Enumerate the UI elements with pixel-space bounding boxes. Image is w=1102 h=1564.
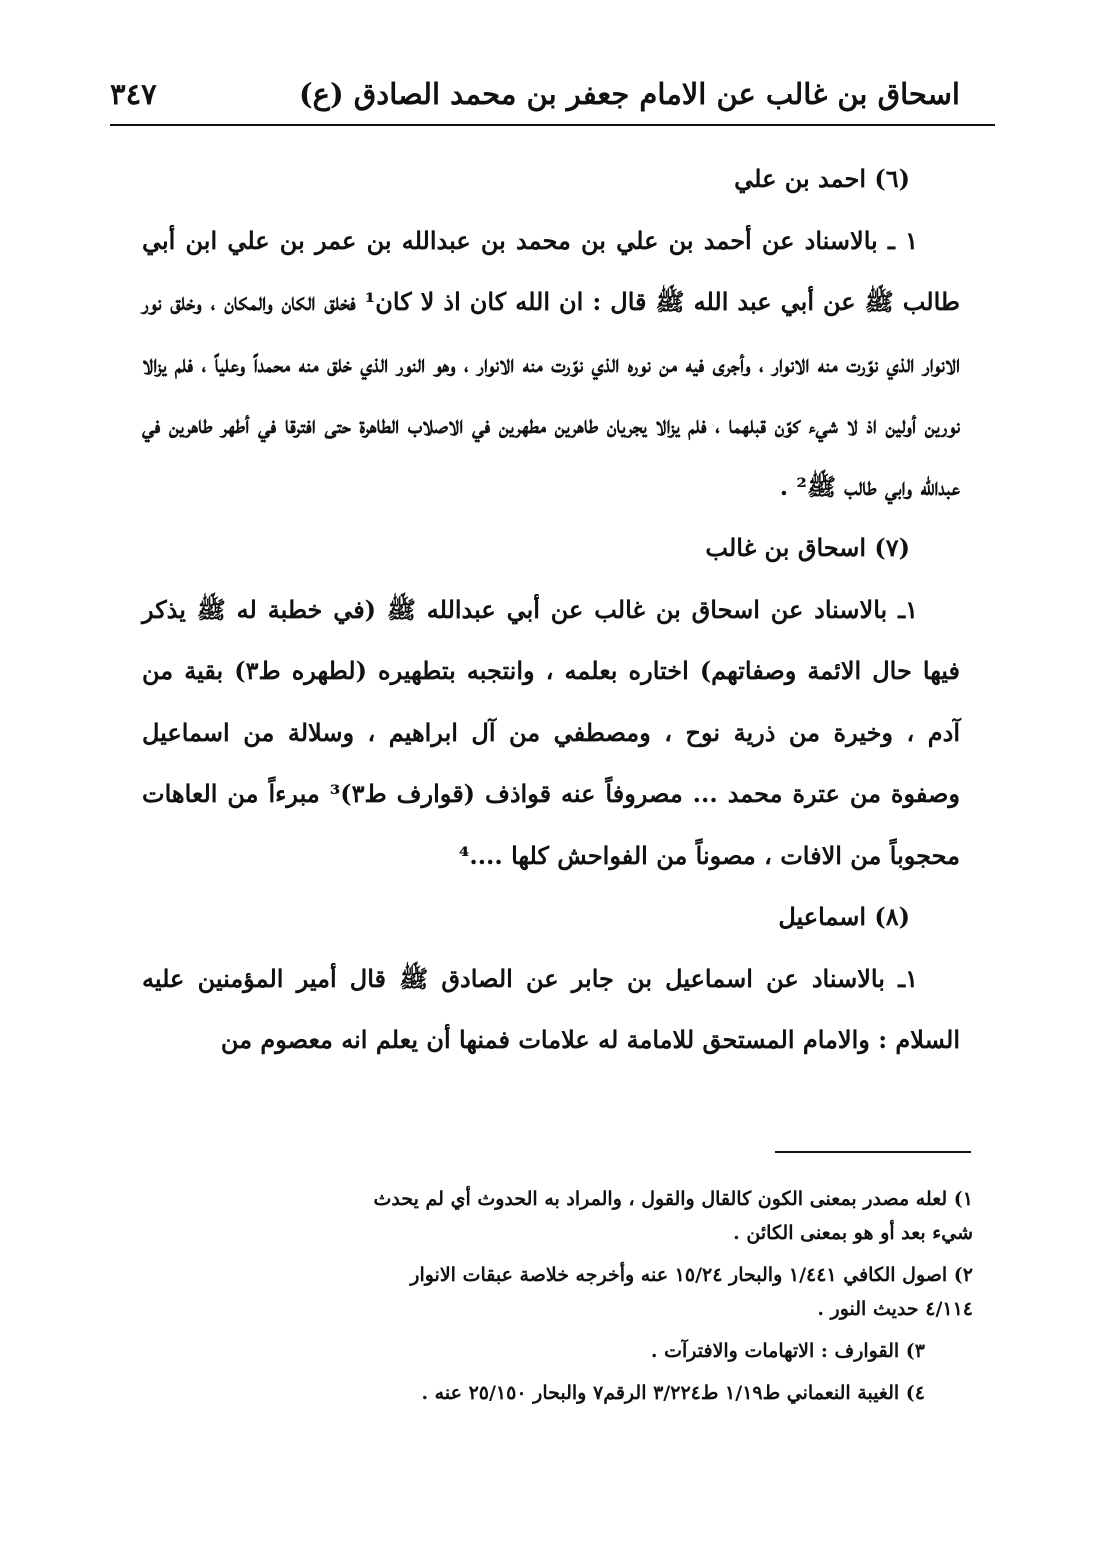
section-heading-8: (٨) اسماعيل (778, 902, 910, 931)
footnote-4 (128, 1376, 973, 1410)
footnote-1-line-1: ١) لعله مصدر بمعنى الكون كالقال والقول ، والمراد به الحدوث أي لم يحدث (373, 1188, 973, 1210)
footnote-2 (128, 1258, 973, 1326)
footnote-1-line-2: شيء بعد أو هو بمعنى الكائن . (733, 1222, 973, 1244)
footnote-4-text: ٤) الغيبة النعماني ط١/١٩ ط٣/٢٢٤ الرقم٧ والبحار ٢٥/١٥٠ عنه . (421, 1382, 925, 1404)
main-text (142, 148, 960, 1071)
header-title: اسحاق بن غالب عن الامام جعفر بن محمد الصادق (ع) (298, 77, 960, 111)
section-paragraph-6: ١ ـ بالاسناد عن أحمد بن علي بن محمد بن عبدالله بن عمر بن علي ابن أبي طالب ﷺ عن أبي عبد الله ﷺ قال : ان الله كان اذ لا كان¹ فخلق الكان والمكان ، وخلق نور الانوار الذي نوّرت منه الانوار ، وأجرى فيه من نوره الذي نوّرت منه الانوار ، وهو النور الذي خلق منه محمداً وعلياً ، فلم يزالا نورين أولين اذ لا شيء كوّن قبلهما ، فلم يزالا يجريان طاهرين مطهرين في الاصلاب الطاهرة حتى افترقا في أطهر طاهرين في عبدالله وابي طالب ﷺ² . (142, 225, 960, 501)
header-divider (110, 124, 995, 126)
footnote-divider (775, 1151, 971, 1153)
section-paragraph-8: ١ـ بالاسناد عن اسماعيل بن جابر عن الصادق ﷺ قال أمير المؤمنين عليه السلام : والامام المستحق للامامة له علامات فمنها أن يعلم انه معصوم من (142, 963, 960, 1054)
footnote-2-line-2: ٤/١١٤ حديث النور . (817, 1298, 973, 1320)
footnotes (128, 1182, 973, 1418)
page-number: ٣٤٧ (110, 77, 157, 111)
footnote-3-text: ٣) القوارف : الاتهامات والافترآت . (650, 1340, 925, 1362)
section-heading-6: (٦) احمد بن علي (734, 164, 910, 193)
footnote-2-line-1: ٢) اصول الكافي ١/٤٤١ والبحار ١٥/٢٤ عنه وأخرجه خلاصة عبقات الانوار (410, 1264, 973, 1286)
footnote-3 (128, 1334, 973, 1368)
running-header (110, 64, 960, 124)
section-heading-7: (٧) اسحاق بن غالب (705, 533, 910, 562)
section-paragraph-7: ١ـ بالاسناد عن اسحاق بن غالب عن أبي عبدالله ﷺ (في خطبة له ﷺ يذكر فيها حال الائمة وصفاتهم) اختاره بعلمه ، وانتجبه بتطهيره (لطهره ط٣) بقية من آدم ، وخيرة من ذرية نوح ، ومصطفي من آل ابراهيم ، وسلالة من اسماعيل وصفوة من عترة محمد ... مصروفاً عنه قواذف (قوارف ط٣)³ مبرءاً من العاهات محجوباً من الافات ، مصوناً من الفواحش كلها ....⁴ (142, 594, 960, 870)
footnote-1 (128, 1182, 973, 1250)
